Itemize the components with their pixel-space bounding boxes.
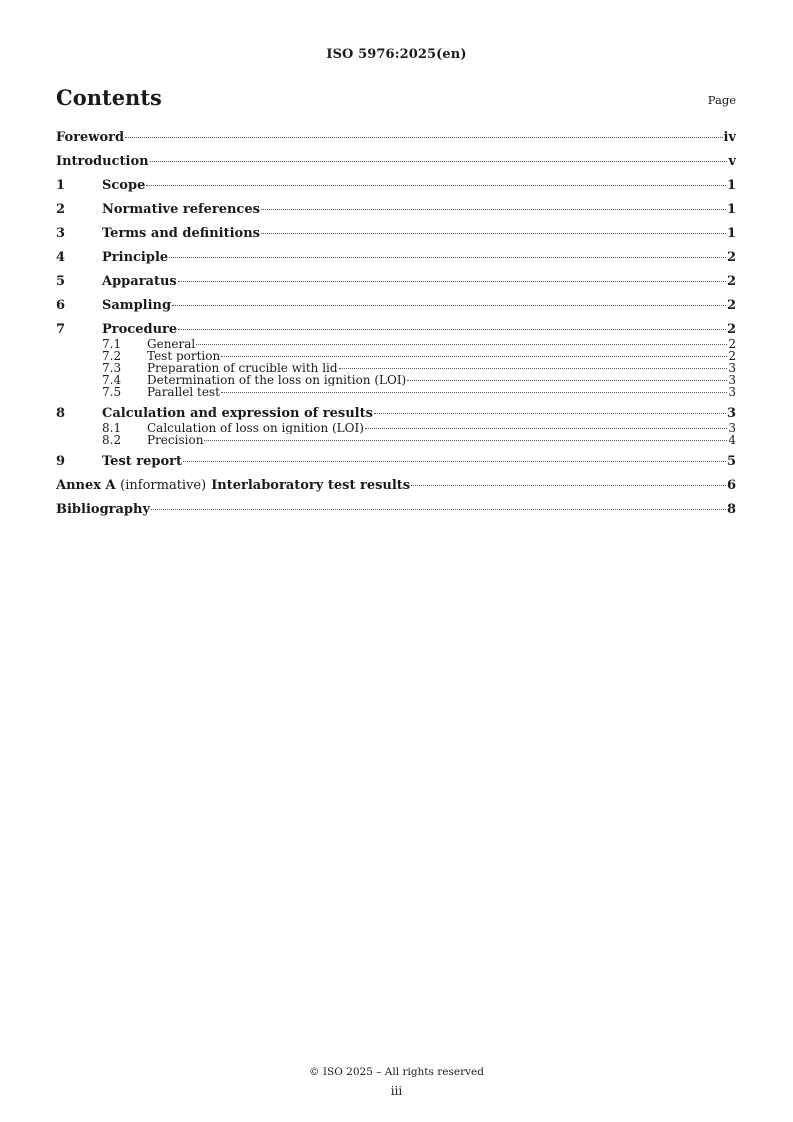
toc-subentry-page: 2 [728, 338, 736, 350]
toc-entry-title: Foreword [56, 130, 125, 145]
dot-leader [178, 281, 726, 282]
toc-subentry-page: 2 [728, 350, 736, 362]
toc-entry-test-report[interactable] [56, 453, 736, 477]
dot-leader [261, 233, 726, 234]
toc-entry-scope[interactable] [56, 177, 736, 201]
dot-leader [221, 356, 727, 357]
toc-entry-page: 5 [726, 454, 736, 469]
contents-title: Contents [56, 85, 162, 110]
dot-leader [411, 485, 726, 486]
toc-entry-number: 1 [56, 178, 66, 193]
toc-entry-page: iv [723, 130, 736, 145]
toc-subentry-determination-of-loi[interactable] [56, 374, 736, 386]
toc-subentry-precision[interactable] [56, 434, 736, 453]
toc-entry-procedure[interactable] [56, 321, 736, 338]
toc-entry-page: 2 [726, 250, 736, 265]
annex-informative: (informative) [120, 478, 207, 493]
dot-leader [365, 428, 727, 429]
toc-entry-number: 8 [56, 406, 66, 421]
toc-entry-title: Procedure [102, 322, 178, 337]
dot-leader [178, 329, 726, 330]
toc-entry-number: 9 [56, 454, 66, 469]
toc-entry-title: Principle [102, 250, 169, 265]
toc-entry-title [56, 477, 410, 494]
toc-entry-page: 3 [726, 406, 736, 421]
toc-entry-sampling[interactable] [56, 297, 736, 321]
dot-leader [169, 257, 726, 258]
toc-subentry-title: Precision [147, 434, 204, 447]
dot-leader [407, 380, 727, 381]
toc-entry-normative-references[interactable] [56, 201, 736, 225]
toc-subentry-page: 3 [728, 362, 736, 374]
toc-subentry-title: Determination of the loss on ignition (LOI) [147, 374, 407, 386]
dot-leader [196, 344, 727, 345]
dot-leader [261, 209, 726, 210]
toc-entry-number: 3 [56, 226, 66, 241]
copyright-footer: © ISO 2025 – All rights reserved [309, 1066, 484, 1078]
toc-subentry-number: 7.2 [102, 350, 122, 362]
toc-subentry-page: 3 [728, 386, 736, 399]
dot-leader [150, 161, 728, 162]
toc-subentry-page: 3 [728, 374, 736, 386]
toc-entry-title: Calculation and expression of results [102, 406, 373, 421]
dot-leader [221, 392, 727, 393]
dot-leader [146, 185, 726, 186]
toc-entry-page: 6 [726, 478, 736, 493]
page-number: iii [390, 1084, 403, 1098]
toc-subentry-number: 7.3 [102, 362, 122, 374]
toc-entry-title: Sampling [102, 298, 172, 313]
toc-entry-title: Apparatus [102, 274, 177, 289]
toc-entry-page: 2 [726, 298, 736, 313]
dot-leader [183, 461, 726, 462]
annex-label: Annex A [56, 478, 116, 493]
toc-entry-bibliography[interactable] [56, 501, 736, 525]
toc-entry-title: Normative references [102, 202, 260, 217]
toc-entry-page: 2 [726, 274, 736, 289]
toc-entry-number: 6 [56, 298, 66, 313]
dot-leader [172, 305, 726, 306]
toc-subentry-title: Calculation of loss on ignition (LOI) [147, 422, 364, 434]
toc-subentry-number: 8.2 [102, 434, 122, 447]
document-header: ISO 5976:2025(en) [326, 47, 467, 62]
dot-leader [374, 413, 726, 414]
toc-subentry-parallel-test[interactable] [56, 386, 736, 405]
toc-entry-annex-a[interactable] [56, 477, 736, 501]
dot-leader [125, 137, 722, 138]
toc-subentry-preparation-of-crucible[interactable] [56, 362, 736, 374]
dot-leader [204, 440, 727, 441]
toc-subentry-general[interactable] [56, 338, 736, 350]
toc-entry-foreword[interactable] [56, 129, 736, 153]
toc-entry-terms-and-definitions[interactable] [56, 225, 736, 249]
toc-entry-title: Introduction [56, 154, 149, 169]
toc-subentry-number: 8.1 [102, 422, 122, 434]
toc-entry-introduction[interactable] [56, 153, 736, 177]
toc-subentry-page: 3 [728, 422, 736, 434]
toc-entry-page: 1 [726, 178, 736, 193]
toc-subentry-number: 7.4 [102, 374, 122, 386]
toc-subentry-title: General [147, 338, 196, 350]
page-column-label: Page [707, 93, 736, 107]
table-of-contents [56, 129, 736, 525]
toc-entry-title: Terms and definitions [102, 226, 260, 241]
dot-leader [339, 368, 728, 369]
toc-entry-page: 8 [726, 502, 736, 517]
toc-subentry-number: 7.5 [102, 386, 122, 399]
toc-entry-page: 1 [726, 226, 736, 241]
toc-entry-number: 5 [56, 274, 66, 289]
toc-subentry-title: Parallel test [147, 386, 220, 399]
toc-subentry-test-portion[interactable] [56, 350, 736, 362]
toc-entry-apparatus[interactable] [56, 273, 736, 297]
toc-entry-page: 1 [726, 202, 736, 217]
annex-title: Interlaboratory test results [211, 478, 411, 493]
toc-entry-number: 7 [56, 322, 66, 337]
toc-subentry-page: 4 [728, 434, 736, 447]
toc-subentry-calculation-of-loi[interactable] [56, 422, 736, 434]
toc-entry-title: Bibliography [56, 502, 151, 517]
toc-entry-calculation-and-expression[interactable] [56, 405, 736, 422]
toc-entry-page: v [728, 154, 736, 169]
toc-entry-title: Scope [102, 178, 146, 193]
toc-entry-page: 2 [726, 322, 736, 337]
toc-entry-principle[interactable] [56, 249, 736, 273]
toc-entry-number: 2 [56, 202, 66, 217]
toc-entry-number: 4 [56, 250, 66, 265]
dot-leader [151, 509, 726, 510]
toc-entry-title: Test report [102, 454, 183, 469]
toc-subentry-number: 7.1 [102, 338, 122, 350]
toc-subentry-title: Preparation of crucible with lid [147, 362, 338, 374]
toc-subentry-title: Test portion [147, 350, 221, 362]
